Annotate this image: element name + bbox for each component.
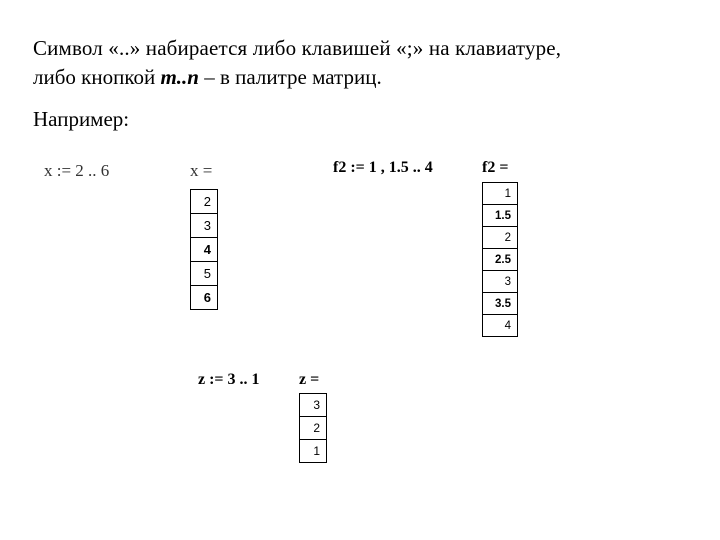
vector-row [191,214,218,238]
vector-cell: 4 [191,238,218,262]
range-symbol: m..n [160,65,199,89]
vector-cell: 3 [191,214,218,238]
line2-prefix: либо кнопкой [33,65,161,89]
z-result-vector [299,393,327,463]
vector-cell: 2 [191,190,218,214]
vector-row [483,205,518,227]
vector-cell: 3.5 [483,293,518,315]
f2-output-label: f2 = [482,159,509,176]
vector-cell: 1 [483,183,518,205]
paragraph-line-2 [33,62,382,92]
vector-cell: 2 [483,227,518,249]
vector-row [300,440,327,463]
f2-vector-body [483,183,518,337]
vector-row [300,394,327,417]
z-output-label: z = [299,371,320,388]
vector-row [483,183,518,205]
z-definition: z := 3 .. 1 [198,371,260,388]
vector-row [191,238,218,262]
vector-cell: 6 [191,286,218,310]
vector-row [483,315,518,337]
vector-row [191,286,218,310]
line2-suffix: – в палитре матриц. [198,65,382,89]
x-definition: x := 2 .. 6 [44,161,110,180]
vector-row [483,227,518,249]
vector-row [483,293,518,315]
paragraph-line-1: Символ «..» набирается либо клавишей «;» на клавиатуре, [33,36,562,60]
vector-row [300,417,327,440]
vector-row [483,271,518,293]
vector-row [191,262,218,286]
z-vector-body [300,394,327,463]
vector-cell: 5 [191,262,218,286]
x-result-vector [190,189,218,310]
vector-cell: 1.5 [483,205,518,227]
vector-cell: 1 [300,440,327,463]
x-output-label: x = [190,161,213,180]
vector-row [483,249,518,271]
x-vector-body [191,190,218,310]
vector-cell: 2 [300,417,327,440]
vector-cell: 2.5 [483,249,518,271]
vector-cell: 3 [483,271,518,293]
vector-cell: 3 [300,394,327,417]
f2-result-vector [482,182,518,337]
f2-definition: f2 := 1 , 1.5 .. 4 [333,159,433,176]
vector-row [191,190,218,214]
vector-cell: 4 [483,315,518,337]
example-heading: Например: [33,107,130,131]
